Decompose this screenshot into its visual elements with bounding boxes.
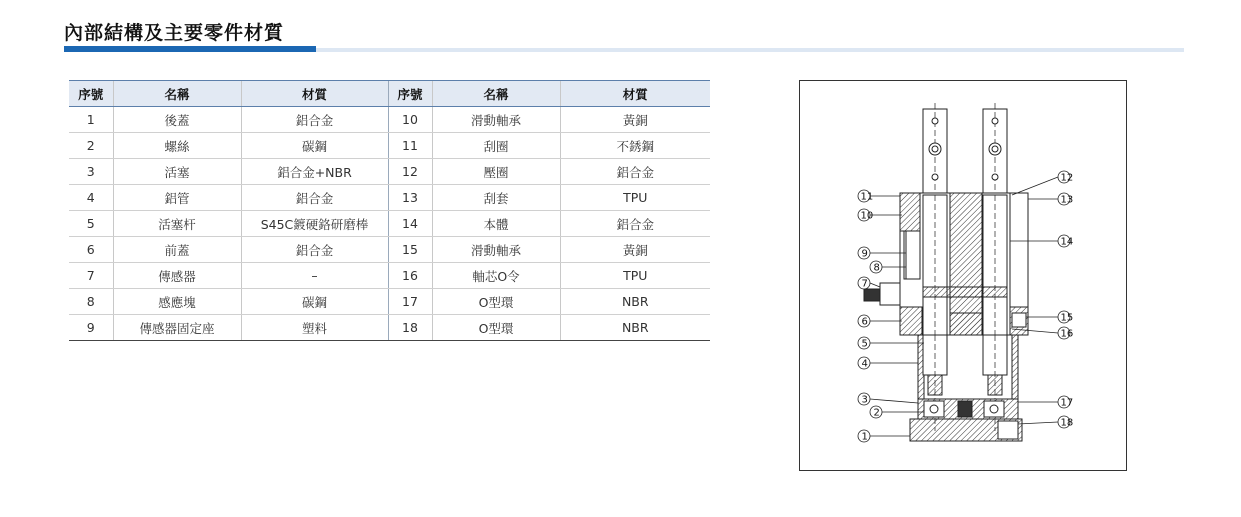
cell-name: 滑動軸承 — [432, 237, 560, 263]
table-row — [69, 263, 710, 289]
callout-4 — [858, 357, 918, 370]
svg-text:12: 12 — [1060, 172, 1074, 184]
callout-12 — [1012, 171, 1073, 195]
cell-no: 10 — [388, 107, 432, 133]
cylinder-cross-section-diagram — [799, 80, 1127, 471]
header-no-2: 序號 — [388, 81, 432, 107]
callout-11 — [858, 190, 900, 203]
cell-material: 碳鋼 — [241, 133, 388, 159]
cell-name: 滑動軸承 — [432, 107, 560, 133]
cell-material: 鋁合金+NBR — [241, 159, 388, 185]
callout-9 — [858, 247, 906, 260]
cell-material: NBR — [560, 289, 710, 315]
header-no: 序號 — [69, 81, 113, 107]
svg-text:10: 10 — [860, 210, 874, 222]
svg-text:11: 11 — [860, 191, 874, 203]
header-material: 材質 — [241, 81, 388, 107]
cell-no: 16 — [388, 263, 432, 289]
cell-material: 鋁合金 — [560, 159, 710, 185]
table-row — [69, 107, 710, 133]
cell-no: 15 — [388, 237, 432, 263]
cell-material: 黃銅 — [560, 107, 710, 133]
cell-no: 9 — [69, 315, 113, 341]
cell-material: – — [241, 263, 388, 289]
cell-no: 18 — [388, 315, 432, 341]
cell-no: 5 — [69, 211, 113, 237]
callout-5 — [858, 337, 924, 350]
svg-text:4: 4 — [861, 358, 868, 370]
cell-no: 11 — [388, 133, 432, 159]
piston — [918, 399, 1018, 419]
table-row — [69, 185, 710, 211]
section-title: 內部結構及主要零件材質 — [64, 22, 285, 44]
cell-no: 14 — [388, 211, 432, 237]
table-row — [69, 211, 710, 237]
callout-17 — [1018, 396, 1073, 409]
title-underline — [64, 46, 1184, 52]
cell-name: 鋁管 — [113, 185, 241, 211]
cell-name: 本體 — [432, 211, 560, 237]
cell-name: 前蓋 — [113, 237, 241, 263]
table-header-row — [69, 81, 710, 107]
table-row — [69, 133, 710, 159]
cell-no: 6 — [69, 237, 113, 263]
cell-no: 2 — [69, 133, 113, 159]
cell-no: 3 — [69, 159, 113, 185]
callout-10 — [858, 209, 902, 222]
svg-text:17: 17 — [1060, 397, 1074, 409]
cell-no: 8 — [69, 289, 113, 315]
callout-13 — [1028, 193, 1073, 206]
cell-name: 刮套 — [432, 185, 560, 211]
cell-no: 7 — [69, 263, 113, 289]
aluminum-tube — [918, 335, 1018, 399]
svg-text:8: 8 — [873, 262, 880, 274]
svg-text:1: 1 — [861, 431, 868, 443]
cell-material: 碳鋼 — [241, 289, 388, 315]
cell-name: 後蓋 — [113, 107, 241, 133]
header-name-2: 名稱 — [432, 81, 560, 107]
cell-no: 4 — [69, 185, 113, 211]
cell-material: 不銹鋼 — [560, 133, 710, 159]
svg-text:18: 18 — [1060, 417, 1074, 429]
cell-name: 感應塊 — [113, 289, 241, 315]
table-row — [69, 159, 710, 185]
cell-name: O型環 — [432, 289, 560, 315]
svg-text:7: 7 — [861, 278, 868, 290]
cell-material: TPU — [560, 185, 710, 211]
cell-name: 活塞 — [113, 159, 241, 185]
svg-text:3: 3 — [861, 394, 868, 406]
cell-name: 軸芯O令 — [432, 263, 560, 289]
cell-name: O型環 — [432, 315, 560, 341]
cell-name: 螺絲 — [113, 133, 241, 159]
callout-15 — [1026, 311, 1073, 324]
parts-material-table — [69, 80, 710, 341]
callout-18 — [1018, 416, 1073, 429]
cell-name: 活塞杆 — [113, 211, 241, 237]
table-row — [69, 237, 710, 263]
table-row — [69, 315, 710, 341]
cell-name: 壓圈 — [432, 159, 560, 185]
cell-material: 塑料 — [241, 315, 388, 341]
cell-no: 17 — [388, 289, 432, 315]
cell-no: 12 — [388, 159, 432, 185]
table-row — [69, 289, 710, 315]
cell-name: 刮圈 — [432, 133, 560, 159]
cell-material: 鋁合金 — [241, 185, 388, 211]
title-underline-rule — [316, 48, 1184, 52]
callout-6 — [858, 315, 902, 328]
svg-text:13: 13 — [1060, 194, 1074, 206]
svg-text:9: 9 — [861, 248, 868, 260]
callout-1 — [858, 430, 910, 443]
cell-no: 13 — [388, 185, 432, 211]
cell-name: 傳感器 — [113, 263, 241, 289]
cell-material: TPU — [560, 263, 710, 289]
header-name: 名稱 — [113, 81, 241, 107]
cell-no: 1 — [69, 107, 113, 133]
header-material-2: 材質 — [560, 81, 710, 107]
svg-text:15: 15 — [1060, 312, 1074, 324]
cell-material: 鋁合金 — [241, 237, 388, 263]
cell-material: 黃銅 — [560, 237, 710, 263]
rear-cover — [910, 419, 1022, 441]
svg-text:14: 14 — [1060, 236, 1074, 248]
cell-name: 傳感器固定座 — [113, 315, 241, 341]
cell-material: 鋁合金 — [560, 211, 710, 237]
cell-material: 鋁合金 — [241, 107, 388, 133]
callout-3 — [858, 393, 918, 406]
title-underline-accent — [64, 46, 316, 52]
svg-text:2: 2 — [873, 407, 880, 419]
svg-text:6: 6 — [861, 316, 868, 328]
cell-material: S45C鍍硬鉻研磨棒 — [241, 211, 388, 237]
svg-text:16: 16 — [1060, 328, 1074, 340]
callout-2 — [870, 406, 924, 419]
cell-material: NBR — [560, 315, 710, 341]
callout-7 — [858, 277, 880, 290]
svg-text:5: 5 — [861, 338, 868, 350]
cross-section-drawing — [800, 81, 1128, 472]
